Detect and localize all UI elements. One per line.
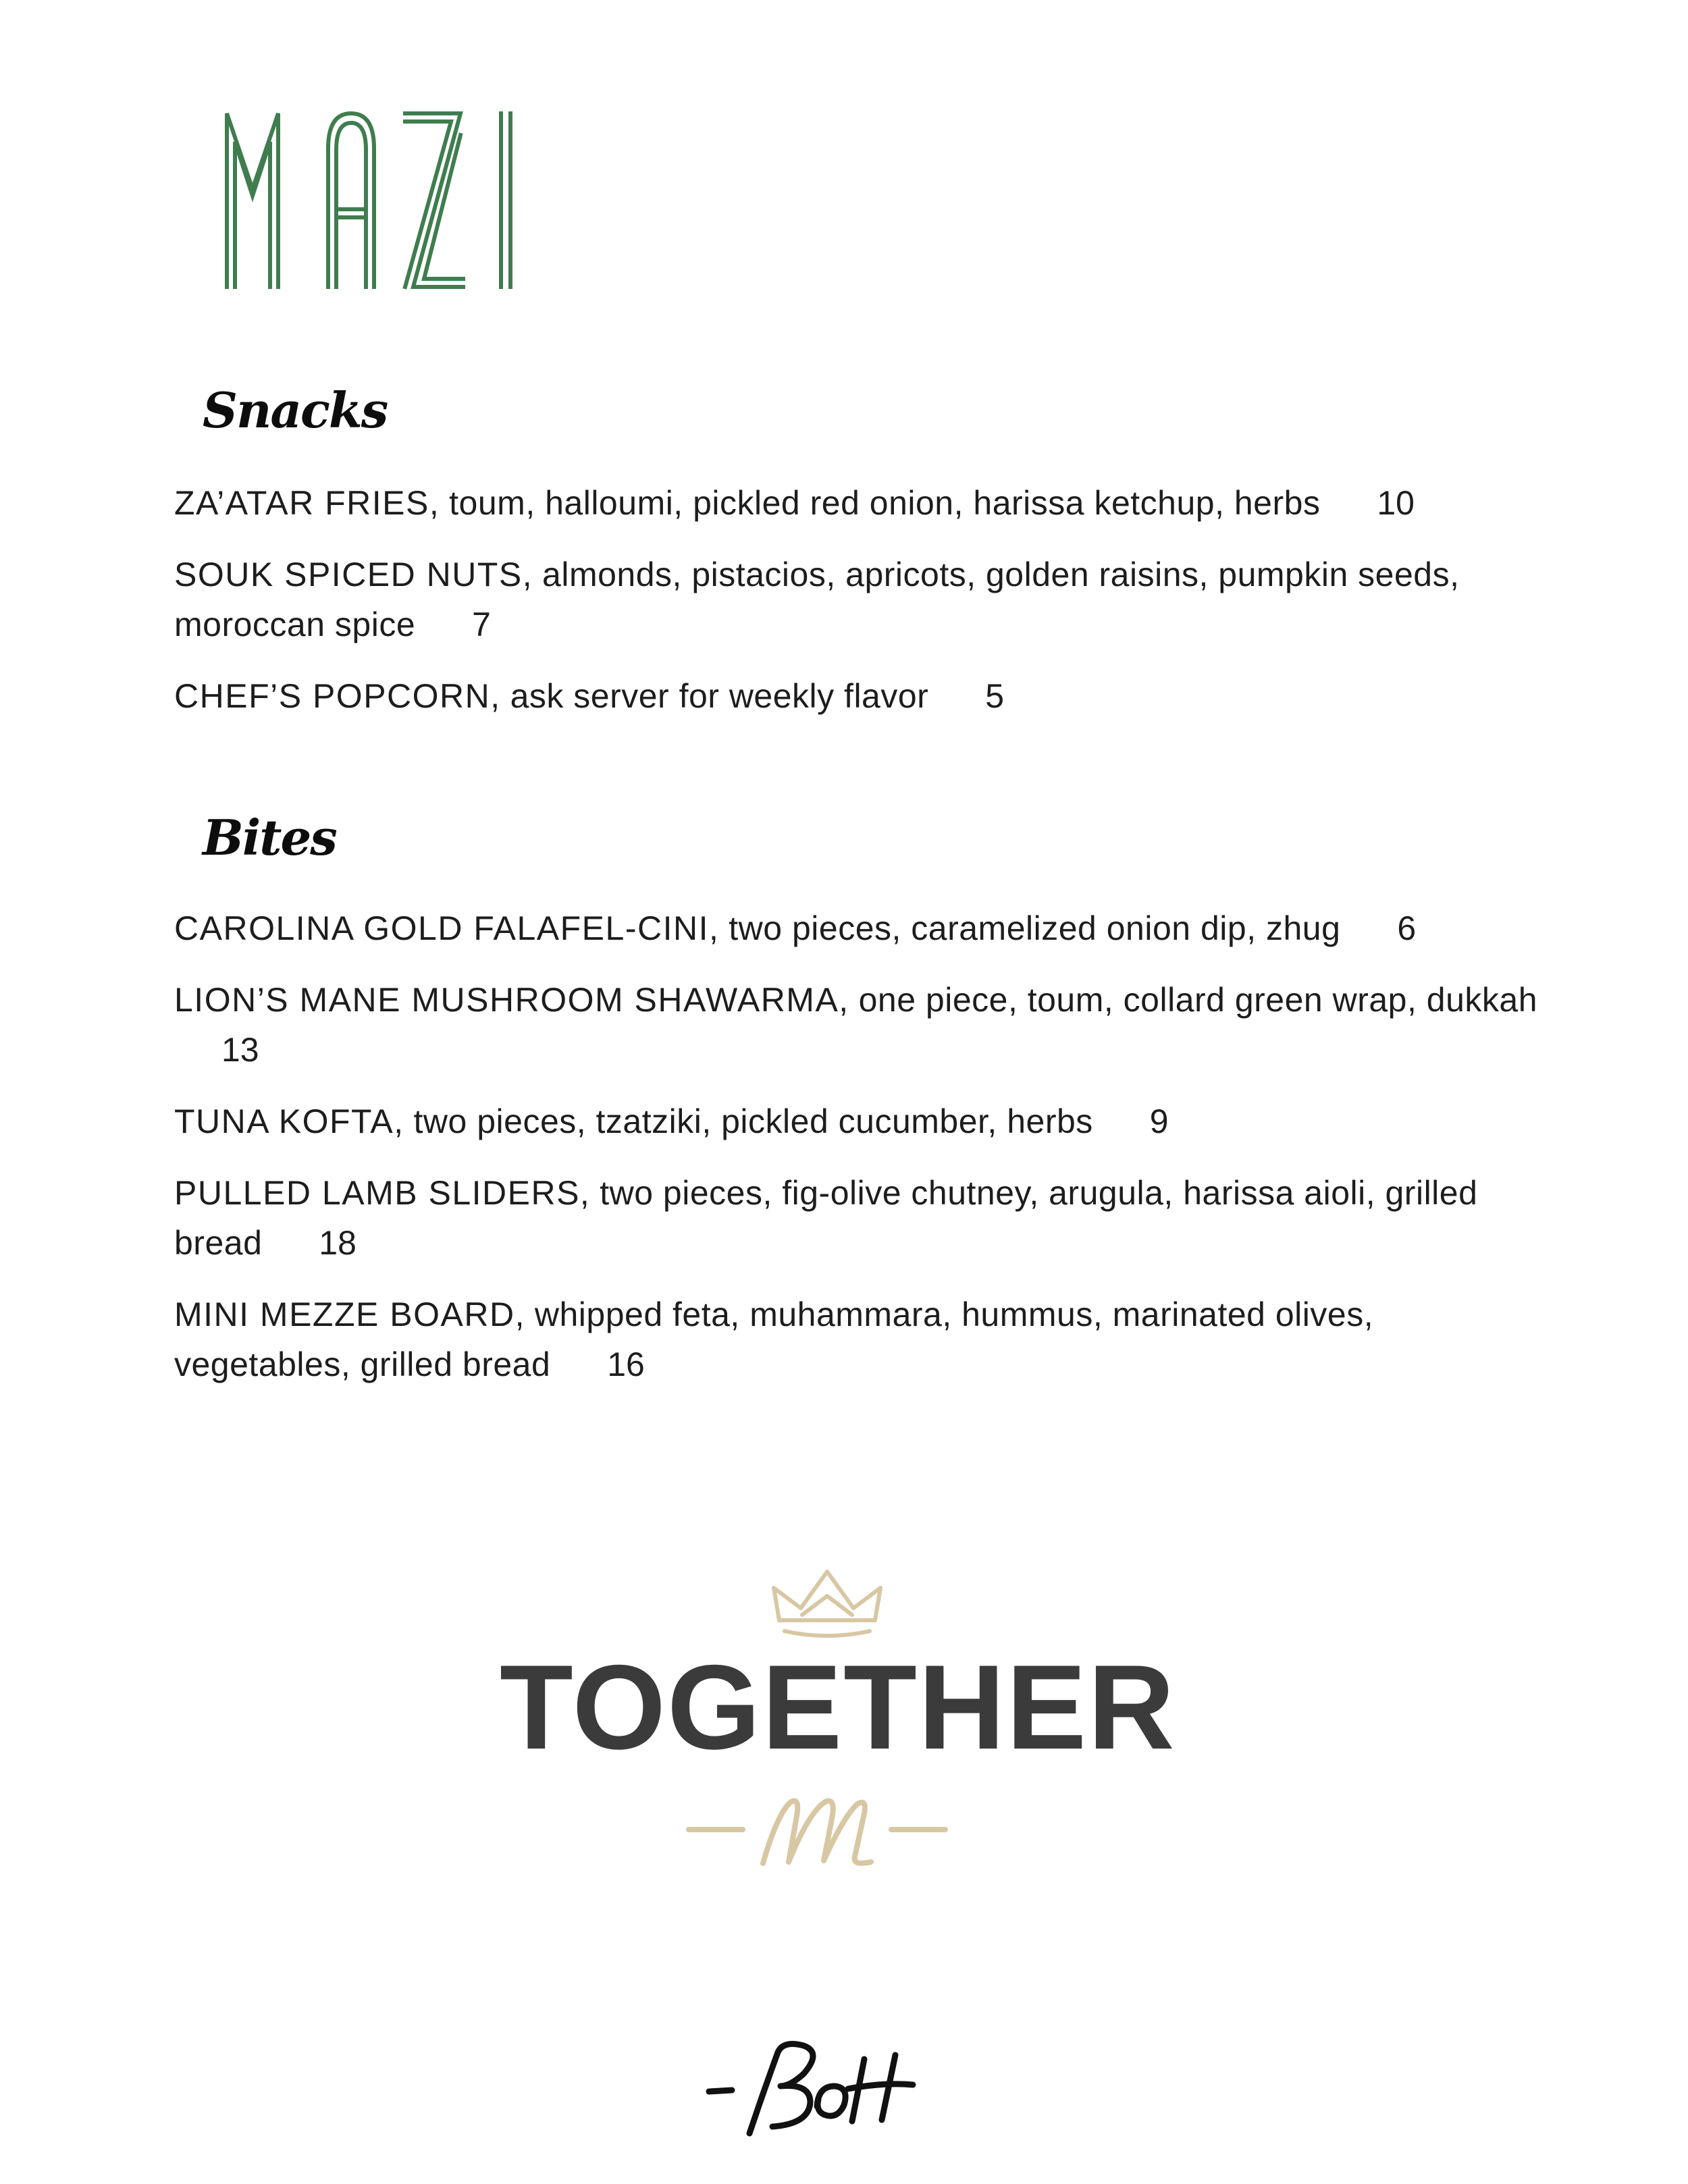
item-price: 6 (1397, 909, 1417, 947)
item-description: whipped feta, muhammara, hummus, marinated olives, vegetables, grilled bread (174, 1296, 1374, 1383)
item-description: two pieces, tzatziki, pickled cucumber, herbs (413, 1102, 1093, 1140)
item-price: 7 (472, 606, 491, 643)
item-price: 10 (1377, 484, 1415, 522)
item-description: two pieces, caramelized onion dip, zhug (729, 909, 1341, 947)
item-name: CAROLINA GOLD FALAFEL-CINI, (174, 909, 720, 947)
item-description: ask server for weekly flavor (510, 677, 929, 715)
menu-item (174, 975, 1558, 1075)
item-description: two pieces, fig-olive chutney, arugula, harissa aioli, grilled bread (174, 1174, 1478, 1262)
menu-item (174, 903, 1558, 953)
crown-icon (770, 1566, 885, 1644)
item-name: ZA’ATAR FRIES, (174, 484, 440, 522)
together-wordmark: TOGETHER (500, 1640, 1176, 1774)
menu-item (174, 1289, 1558, 1389)
item-price: 5 (985, 677, 1005, 715)
bites-list (174, 903, 1558, 1411)
item-name: MINI MEZZE BOARD, (174, 1296, 525, 1333)
section-heading-bites: Bites (203, 809, 336, 866)
item-name: CHEF’S POPCORN, (174, 677, 501, 715)
item-description: toum, halloumi, pickled red onion, harissa ketchup, herbs (449, 484, 1321, 522)
item-name: LION’S MANE MUSHROOM SHAWARMA, (174, 981, 849, 1019)
menu-item (174, 478, 1558, 528)
signature (702, 2032, 918, 2140)
menu-item (174, 550, 1558, 649)
item-price: 13 (221, 1031, 259, 1069)
menu-item (174, 1168, 1558, 1268)
item-price: 18 (319, 1224, 357, 1262)
menu-item (174, 1096, 1558, 1146)
m-monogram (675, 1789, 959, 1877)
item-name: TUNA KOFTA, (174, 1102, 404, 1140)
snacks-list (174, 478, 1558, 743)
together-emblem (500, 1566, 1176, 1890)
menu-item (174, 671, 1558, 721)
item-price: 9 (1149, 1102, 1169, 1140)
item-name: SOUK SPICED NUTS, (174, 556, 533, 593)
item-description: one piece, toum, collard green wrap, dukkah (858, 981, 1538, 1019)
item-description: almonds, pistacios, apricots, golden raisins, pumpkin seeds, moroccan spice (174, 556, 1460, 643)
item-name: PULLED LAMB SLIDERS, (174, 1174, 591, 1212)
brand-logo (223, 108, 533, 290)
section-heading-snacks: Snacks (203, 381, 388, 439)
item-price: 16 (607, 1346, 645, 1383)
